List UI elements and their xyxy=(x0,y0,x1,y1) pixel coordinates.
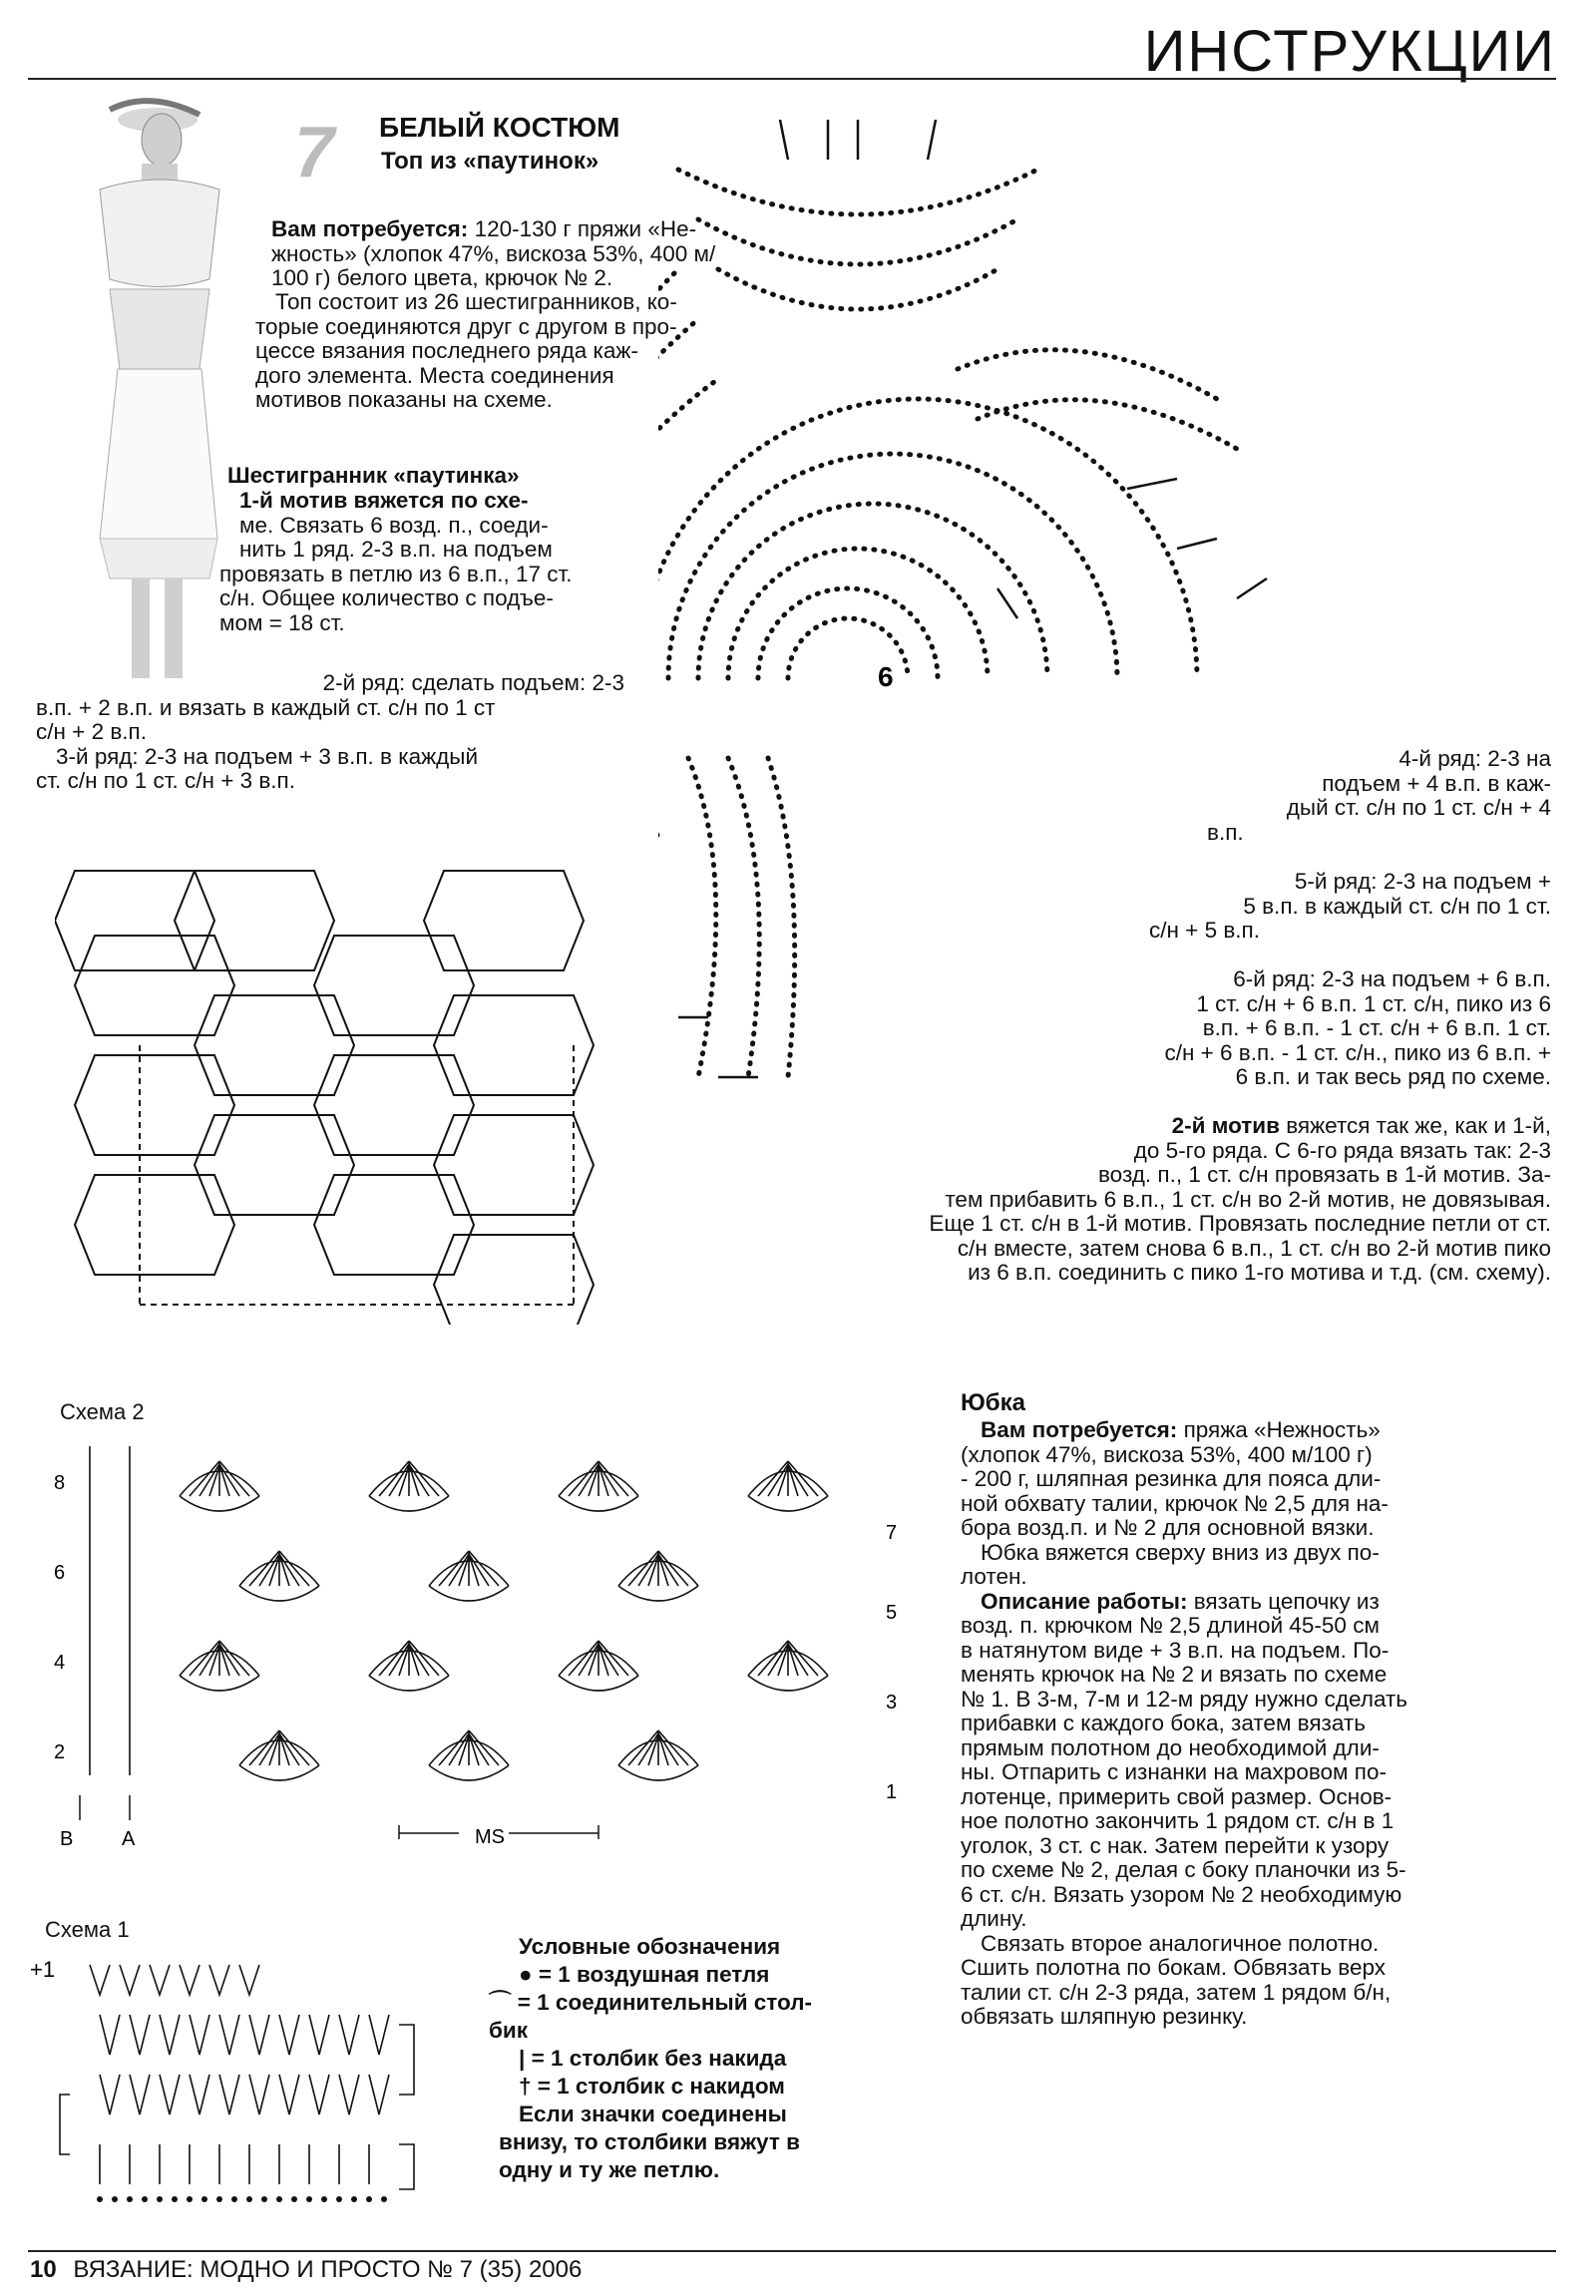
row-label: 8 xyxy=(54,1472,66,1494)
magazine-name: ВЯЗАНИЕ: МОДНО И ПРОСТО № 7 (35) 2006 xyxy=(73,2256,583,2283)
legend-note: Если значки соединены xyxy=(519,2102,787,2126)
text-line: вязать цепочку из xyxy=(1187,1588,1380,1614)
text-line: - 200 г, шляпная резинка для пояса дли- xyxy=(961,1466,1382,1491)
legend xyxy=(489,1933,898,2184)
motif2-text xyxy=(798,1114,1551,1286)
text-line: 1 ст. с/н + 6 в.п. 1 ст. с/н, пико из 6 xyxy=(1196,990,1551,1016)
text-line: (хлопок 47%, вискоза 53%, 400 м/100 г) xyxy=(961,1441,1373,1467)
text-line: лотенце, примерить свой размер. Основ- xyxy=(961,1783,1393,1809)
single-crochet-icon: | xyxy=(519,2046,526,2071)
text-line: Топ состоит из 26 шестигранников, ко- xyxy=(275,289,677,314)
a-label: A xyxy=(122,1828,136,1850)
scheme2-title: Схема 2 xyxy=(60,1399,145,1424)
article-number: 7 xyxy=(294,113,335,192)
text-line: 6 ст. с/н. Вязать узором № 2 необходимую xyxy=(961,1881,1402,1907)
row5-text xyxy=(1137,870,1551,944)
footer-divider xyxy=(28,2250,1556,2252)
text-line: торые соединяются друг с другом в про- xyxy=(255,313,677,339)
ms-label: MS xyxy=(475,1826,505,1848)
text-line: с/н вместе, затем снова 6 в.п., 1 ст. с/н во 2-й мотив пико xyxy=(957,1235,1551,1261)
text-line: в натянутом виде + 3 в.п. на подъем. По- xyxy=(961,1637,1390,1663)
text-line: ст. с/н по 1 ст. с/н + 3 в.п. xyxy=(36,768,295,793)
row-label: 5 xyxy=(886,1602,898,1624)
text-line: 120-130 г пряжи «Не- xyxy=(474,216,697,241)
text-line: цессе вязания последнего ряда каж- xyxy=(255,338,638,363)
text-line: жность» (хлопок 47%, вискоза 53%, 400 м/ xyxy=(271,240,716,266)
text-line: 6-й ряд: 2-3 на подъем + 6 в.п. xyxy=(1233,966,1551,991)
legend-note: одну и ту же петлю. xyxy=(499,2157,720,2182)
text-line: прибавки с каждого бока, затем вязать xyxy=(961,1711,1366,1735)
legend-item: бик xyxy=(489,2018,528,2043)
text-line: ной обхвату талии, крючок № 2,5 для на- xyxy=(961,1490,1389,1516)
text-line: лотен. xyxy=(961,1564,1027,1589)
text-line: мом = 18 ст. xyxy=(219,609,345,635)
legend-item: = 1 столбик без накида xyxy=(531,2046,787,2071)
hexagon-title: Шестигранник «паутинка» xyxy=(227,463,520,488)
text-line: 2-й ряд: сделать подъем: 2-3 xyxy=(322,670,624,695)
row-label: 2 xyxy=(54,1741,66,1763)
text-line: с/н + 5 в.п. xyxy=(1149,918,1260,943)
motif2-head: 2-й мотив xyxy=(1171,1113,1280,1138)
text-line: 6 в.п. и так весь ряд по схеме. xyxy=(1235,1064,1551,1089)
text-line: длину. xyxy=(961,1906,1027,1931)
needs-label: Вам потребуется: xyxy=(271,216,469,241)
text-line: 5 в.п. в каждый ст. с/н по 1 ст. xyxy=(1243,893,1551,919)
text-line: из 6 в.п. соединить с пико 1-го мотива и т.д. (см. схему). xyxy=(968,1260,1551,1285)
dot-icon: ● xyxy=(519,1962,533,1987)
text-line: пряжа «Нежность» xyxy=(1177,1417,1381,1442)
text-line: в.п. + 2 в.п. и вязать в каждый ст. с/н по 1 ст xyxy=(36,694,496,720)
legend-item: = 1 воздушная петля xyxy=(538,1962,770,1987)
text-line: по схеме № 2, делая с боку планочки из 5- xyxy=(961,1857,1406,1882)
header-divider xyxy=(28,78,1556,80)
text-line: ны. Отпарить с изнанки на махровом по- xyxy=(961,1759,1387,1784)
article-subtitle: Топ из «паутинок» xyxy=(381,148,599,175)
row-label: 1 xyxy=(886,1781,898,1803)
legend-item: = 1 соединительный стол- xyxy=(517,1990,812,2015)
legend-title: Условные обозначения xyxy=(519,1934,781,1959)
legend-item: = 1 столбик с накидом xyxy=(537,2074,785,2099)
text-line: возд. п. крючком № 2,5 длиной 45-50 см xyxy=(961,1613,1380,1638)
text-line: дый ст. с/н по 1 ст. с/н + 4 xyxy=(1286,795,1551,820)
text-line: обвязать шляпную резинку. xyxy=(961,2004,1248,2029)
text-line: 4-й ряд: 2-3 на xyxy=(1398,746,1551,771)
row2-text xyxy=(36,671,624,794)
row6-text xyxy=(1047,967,1551,1090)
scheme1-title: Схема 1 xyxy=(45,1917,130,1942)
text-line: Связать второе аналогичное полотно. xyxy=(981,1930,1380,1956)
skirt-title: Юбка xyxy=(961,1389,1025,1416)
text-line: уголок, 3 ст. с нак. Затем перейти к узору xyxy=(961,1832,1390,1858)
text-line: в.п. xyxy=(1207,819,1244,845)
footer xyxy=(30,2256,582,2284)
text-line: до 5-го ряда. С 6-го ряда вязать так: 2-3 xyxy=(1133,1137,1551,1163)
hexagon-layout-diagram xyxy=(55,866,653,1325)
text-line: с/н + 6 в.п. - 1 ст. с/н., пико из 6 в.п. + xyxy=(1164,1039,1551,1065)
model-photo xyxy=(40,80,239,698)
page-number: 10 xyxy=(30,2256,57,2283)
text-line: вяжется так же, как и 1-й, xyxy=(1279,1113,1551,1138)
text-line: мотивов показаны на схеме. xyxy=(255,387,553,412)
text-line: Сшить полотна по бокам. Обвязать верх xyxy=(961,1955,1387,1980)
text-line: талии ст. с/н 2-3 ряда, затем 1 рядом б/н, xyxy=(961,1979,1392,2005)
text-line: с/н + 2 в.п. xyxy=(36,719,147,744)
text-line: № 1. В 3-м, 7-м и 12-м ряду нужно сделать xyxy=(961,1686,1407,1712)
row-label: 6 xyxy=(54,1562,66,1584)
page-header-title: ИНСТРУКЦИИ xyxy=(1143,19,1556,84)
text-line: 100 г) белого цвета, крючок № 2. xyxy=(271,265,613,290)
skirt-text xyxy=(961,1418,1551,2030)
text-line: Еще 1 ст. с/н в 1-й мотив. Провязать последние петли от ст. xyxy=(929,1211,1551,1236)
text-line: 3-й ряд: 2-3 на подъем + 3 в.п. в каждый xyxy=(56,743,479,769)
motif1-text xyxy=(219,489,618,635)
article-title: БЕЛЫЙ КОСТЮМ xyxy=(379,112,620,143)
text-line: Юбка вяжется сверху вниз из двух по- xyxy=(981,1539,1380,1565)
skirt-work-label: Описание работы: xyxy=(981,1588,1188,1614)
text-line: ме. Связать 6 возд. п., соеди- xyxy=(239,512,549,538)
scheme1-diagram xyxy=(30,1945,429,2214)
text-line: провязать в петлю из 6 в.п., 17 ст. xyxy=(219,561,573,586)
text-line: менять крючок на № 2 и вязать по схеме xyxy=(961,1662,1388,1687)
row-label: 7 xyxy=(886,1522,898,1544)
skirt-needs-label: Вам потребуется: xyxy=(981,1417,1178,1442)
text-line: бора возд.п. и № 2 для основной вязки. xyxy=(961,1515,1375,1540)
text-line: возд. п., 1 ст. с/н провязать в 1-й мотив. За- xyxy=(1097,1162,1551,1187)
text-line: с/н. Общее количество с подъе- xyxy=(219,585,554,610)
double-crochet-icon: † xyxy=(519,2074,532,2099)
row4-text xyxy=(1117,747,1551,845)
scheme2-diagram xyxy=(40,1426,938,1855)
text-line: ное полотно закончить 1 рядом ст. с/н в 1 xyxy=(961,1808,1395,1833)
text-line: дого элемента. Места соединения xyxy=(255,362,614,388)
motif1-head: 1-й мотив вяжется по схе- xyxy=(239,488,529,513)
plus1-label: +1 xyxy=(30,1957,56,1982)
text-line: прямым полотном до необходимой дли- xyxy=(961,1734,1380,1760)
diagram-center-label: 6 xyxy=(878,661,894,692)
text-line: в.п. + 6 в.п. - 1 ст. с/н + 6 в.п. 1 ст. xyxy=(1202,1015,1551,1040)
row-label: 3 xyxy=(886,1692,898,1714)
b-label: B xyxy=(60,1828,74,1850)
legend-note: внизу, то столбики вяжут в xyxy=(499,2129,800,2154)
text-line: 5-й ряд: 2-3 на подъем + xyxy=(1294,869,1551,894)
text-line: тем прибавить 6 в.п., 1 ст. с/н во 2-й мотив, не довязывая. xyxy=(945,1186,1551,1212)
slip-stitch-icon: ⌒ xyxy=(489,1990,512,2015)
text-line: подъем + 4 в.п. в каж- xyxy=(1322,770,1551,796)
row-label: 4 xyxy=(54,1652,66,1674)
text-line: нить 1 ряд. 2-3 в.п. на подъем xyxy=(239,537,553,562)
